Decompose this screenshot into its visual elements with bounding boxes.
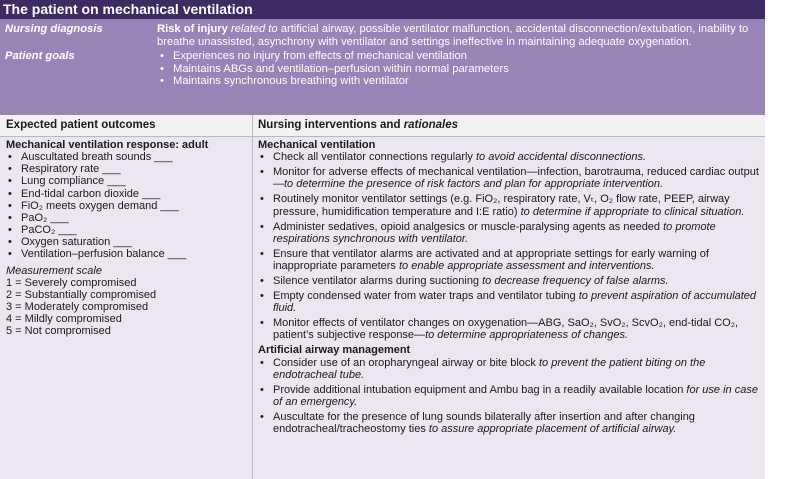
rationale-text: to decrease frequency of false alarms.	[482, 275, 669, 288]
outcome-item: • PaCO₂ ___	[6, 224, 248, 236]
rationale-text: to prevent the patient biting on the endotracheal tube.	[273, 356, 706, 381]
nursing-diagnosis-label: Nursing diagnosis	[5, 23, 103, 35]
outcome-item: • Oxygen saturation ___	[6, 236, 248, 248]
intervention-item	[258, 193, 761, 217]
table-title: The patient on mechanical ventilation	[0, 0, 765, 19]
goal-item: • Maintains synchronous breathing with ventilator	[157, 75, 759, 88]
outcomes-column	[0, 137, 253, 479]
intervention-text: Silence ventilator alarms during suctioning	[273, 275, 483, 288]
rationale-text: to prevent aspiration of accumulated fluid.	[273, 290, 757, 315]
interventions-column-header	[253, 115, 765, 136]
diagnosis-section	[0, 19, 765, 115]
scale-item: 1 = Severely compromised	[6, 276, 137, 289]
measurement-scale-heading: Measurement scale	[6, 264, 102, 277]
outcomes-list	[6, 151, 248, 260]
rationale-text: to determine the presence of risk factors and plan for appropriate intervention.	[284, 178, 664, 191]
intervention-item	[258, 384, 761, 408]
intervention-item	[258, 357, 761, 381]
scale-item: 4 = Mildly compromised	[6, 313, 122, 326]
intervention-item	[258, 221, 761, 245]
column-header-row	[0, 115, 765, 137]
intervention-text: Check all ventilator connections regularly	[273, 151, 476, 164]
intervention-item	[258, 411, 761, 435]
measurement-scale-list	[6, 277, 248, 338]
intervention-item	[258, 290, 761, 314]
rationale-text: to determine appropriateness of changes.	[425, 329, 629, 342]
rationale-text: to avoid accidental disconnections.	[476, 151, 646, 164]
outcome-item: • End-tidal carbon dioxide ___	[6, 188, 248, 200]
scale-item: 5 = Not compromised	[6, 325, 111, 338]
outcome-item: • Ventilation–perfusion balance ___	[6, 248, 248, 260]
rationale-text: for use in case of an emergency.	[273, 383, 758, 408]
intervention-item	[258, 166, 761, 190]
diagnosis-lead: Risk of injury	[157, 23, 228, 35]
intervention-text: Monitor effects of ventilator changes on oxygenation—ABG, SaO₂, SvO₂, ScvO₂, end-tidal CO₂, patient’s subjective response—	[273, 317, 739, 342]
intervention-item	[258, 151, 761, 163]
nursing-diagnosis-row	[5, 23, 759, 48]
intervention-text: Provide additional intubation equipment and Ambu bag in a readily available location	[273, 383, 687, 396]
interventions-column	[253, 137, 765, 479]
rationale-text: to promote respirations synchronous with ventilator.	[273, 220, 716, 245]
airway-interventions-list	[258, 357, 761, 436]
diagnosis-related-to: related to	[230, 23, 278, 35]
scale-item: 3 = Moderately compromised	[6, 301, 149, 314]
rationale-text: to enable appropriate assessment and interventions.	[398, 259, 655, 272]
rationale-text: to assure appropriate placement of artificial airway.	[428, 423, 677, 436]
table-body	[0, 137, 765, 479]
outcome-item: • FiO₂ meets oxygen demand ___	[6, 200, 248, 212]
goal-item: • Maintains ABGs and ventilation–perfusion within normal parameters	[157, 63, 759, 76]
intervention-item	[258, 248, 761, 272]
rationales-header-text: rationales	[403, 119, 459, 131]
goal-item: • Experiences no injury from effects of mechanical ventilation	[157, 50, 759, 63]
interventions-header-text: Nursing interventions and	[258, 119, 404, 131]
patient-goals-label: Patient goals	[5, 50, 75, 63]
rationale-text: to determine if appropriate to clinical situation.	[520, 205, 745, 218]
ventilation-heading: Mechanical ventilation	[258, 139, 376, 151]
scale-item: 2 = Substantially compromised	[6, 288, 157, 301]
patient-goals-list	[157, 50, 759, 88]
outcome-item: • Respiratory rate ___	[6, 163, 248, 175]
diagnosis-detail: artificial airway, possible ventilator malfunction, accidental disconnection/extubation, inability to breathe unassisted, asynchrony with ventilator and settings ineffective in maintaining adequate oxygenation.	[157, 23, 749, 48]
intervention-text: Consider use of an oropharyngeal airway or bite block	[273, 356, 539, 369]
outcome-item: • Lung compliance ___	[6, 175, 248, 187]
outcome-item: • Auscultated breath sounds ___	[6, 151, 248, 163]
intervention-text: Auscultate for the presence of lung sounds bilaterally after insertion and after changing endotracheal/tracheostomy ties	[273, 411, 695, 436]
nursing-diagnosis-text	[157, 23, 759, 48]
airway-heading: Artificial airway management	[258, 344, 411, 357]
intervention-item	[258, 275, 761, 287]
intervention-text: Routinely monitor ventilator settings (e.g. FiO₂, respiratory rate, Vₜ, O₂ flow rate, PEEP, airway pressure, humidification temperature and I:E ratio)	[273, 193, 730, 218]
intervention-text: Ensure that ventilator alarms are activated and at appropriate settings for early warning of inappropriate parameters	[273, 247, 709, 272]
outcome-item: • PaO₂ ___	[6, 212, 248, 224]
intervention-text: Monitor for adverse effects of mechanical ventilation—infection, barotrauma, reduced cardiac output—	[273, 166, 759, 191]
patient-goals-row	[5, 50, 759, 88]
intervention-text: Administer sedatives, opioid analgesics or muscle-paralysing agents as needed	[273, 220, 664, 233]
intervention-item	[258, 317, 761, 341]
intervention-text: Empty condensed water from water traps and ventilator tubing	[273, 290, 579, 303]
ventilation-interventions-list	[258, 151, 761, 341]
outcomes-heading: Mechanical ventilation response: adult	[6, 139, 209, 151]
outcomes-column-header: Expected patient outcomes	[0, 115, 253, 136]
